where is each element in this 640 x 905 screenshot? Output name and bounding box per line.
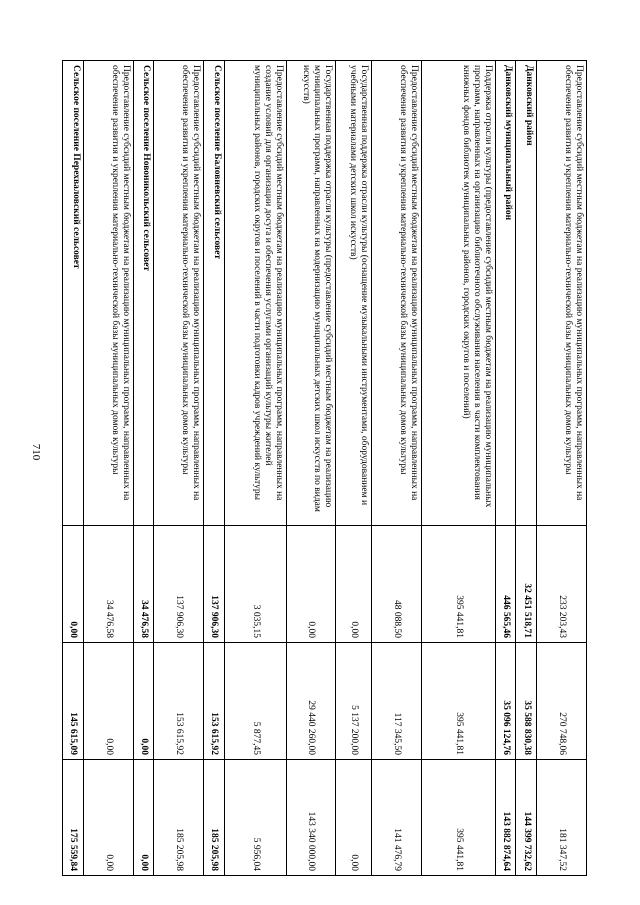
- row-name-cell: Сельское поселение Баловневский сельсовет: [204, 61, 225, 526]
- row-value-2-cell: 35 096 124,76: [495, 643, 516, 760]
- row-value-2-cell: 153 615,92: [204, 643, 225, 760]
- row-name-cell: Предоставление субсидий местным бюджетам на реализацию муниципальных программ, направленных на обеспечение развития и укрепления материально-технической базы муниципальных домов культуры: [372, 61, 422, 526]
- row-value-3-cell: 395 441,81: [422, 760, 496, 876]
- row-value-3-cell: 185 205,98: [204, 760, 225, 876]
- row-value-1-cell: 32 451 518,71: [516, 526, 537, 643]
- row-value-2-cell: 29 440 260,00: [286, 643, 336, 760]
- row-name-cell: Предоставление субсидий местным бюджетам на реализацию муниципальных программ, направленных на обеспечение развития и укрепления материально-технической базы муниципальных домов культуры: [154, 61, 204, 526]
- table-row: [133, 61, 154, 876]
- row-value-2-cell: 145 615,09: [63, 643, 84, 760]
- row-value-2-cell: 0,00: [83, 643, 133, 760]
- table-row: [372, 61, 422, 876]
- row-name-cell: Данковский муниципальный район: [495, 61, 516, 526]
- table-row: [83, 61, 133, 876]
- row-value-1-cell: 0,00: [336, 526, 372, 643]
- table-row: [537, 61, 587, 876]
- budget-table: [62, 60, 587, 876]
- row-value-3-cell: 143 340 000,00: [286, 760, 336, 876]
- budget-table-container: [62, 60, 587, 875]
- row-value-1-cell: 137 906,30: [154, 526, 204, 643]
- row-value-3-cell: 181 347,52: [537, 760, 587, 876]
- table-row: [154, 61, 204, 876]
- row-value-3-cell: 0,00: [133, 760, 154, 876]
- table-row: [204, 61, 225, 876]
- row-value-2-cell: 35 588 830,38: [516, 643, 537, 760]
- row-value-2-cell: 5 137 200,00: [336, 643, 372, 760]
- row-value-3-cell: 141 476,79: [372, 760, 422, 876]
- table-row: [495, 61, 516, 876]
- row-value-3-cell: 0,00: [336, 760, 372, 876]
- row-value-3-cell: 175 559,84: [63, 760, 84, 876]
- row-value-1-cell: 233 203,43: [537, 526, 587, 643]
- row-value-1-cell: 48 088,50: [372, 526, 422, 643]
- budget-table-body: [63, 61, 587, 876]
- table-row: [516, 61, 537, 876]
- table-row: [63, 61, 84, 876]
- row-value-3-cell: 143 882 874,64: [495, 760, 516, 876]
- table-row: [224, 61, 286, 876]
- row-value-2-cell: 270 748,06: [537, 643, 587, 760]
- row-name-cell: Государственная поддержка отрасли культуры (предоставление субсидий местным бюджетам на реализацию муниципальных программ, направленных на модернизацию муниципальных детских школ искусств по видам искусств): [286, 61, 336, 526]
- row-name-cell: Предоставление субсидий местным бюджетам на реализацию муниципальных программ, направленных на обеспечение развития и укрепления материально-технической базы муниципальных домов культуры: [83, 61, 133, 526]
- row-value-3-cell: 144 399 732,62: [516, 760, 537, 876]
- table-row: [286, 61, 336, 876]
- row-value-2-cell: 0,00: [133, 643, 154, 760]
- row-value-1-cell: 446 565,46: [495, 526, 516, 643]
- row-value-2-cell: 395 441,81: [422, 643, 496, 760]
- row-value-2-cell: 153 615,92: [154, 643, 204, 760]
- row-value-1-cell: 0,00: [286, 526, 336, 643]
- page-number: 710: [30, 443, 42, 461]
- row-value-1-cell: 395 441,81: [422, 526, 496, 643]
- row-name-cell: Предоставление субсидий местным бюджетам на реализацию муниципальных программ, направленных на обеспечение развития и укрепления материально-технической базы муниципальных домов культуры: [537, 61, 587, 526]
- table-row: [336, 61, 372, 876]
- row-value-3-cell: 5 956,04: [224, 760, 286, 876]
- row-name-cell: Данковский район: [516, 61, 537, 526]
- row-value-2-cell: 117 345,50: [372, 643, 422, 760]
- row-value-2-cell: 5 877,45: [224, 643, 286, 760]
- row-value-3-cell: 185 205,98: [154, 760, 204, 876]
- row-name-cell: Сельское поселение Новоникольский сельсовет: [133, 61, 154, 526]
- row-name-cell: Государственная поддержка отрасли культуры (оснащение музыкальными инструментами, оборудованием и учебными материалами детских школ искусств): [336, 61, 372, 526]
- row-name-cell: Поддержка отрасли культуры (предоставление субсидий местным бюджетам на реализацию муниципальных программ, направленных на организацию библиотечного обслуживания населения в части комплектования книжных фондов библиотек муниципальных районов, городских округов и поселений): [422, 61, 496, 526]
- row-value-1-cell: 137 906,30: [204, 526, 225, 643]
- row-value-1-cell: 0,00: [63, 526, 84, 643]
- table-row: [422, 61, 496, 876]
- row-value-1-cell: 34 476,58: [133, 526, 154, 643]
- row-value-1-cell: 3 035,15: [224, 526, 286, 643]
- row-value-1-cell: 34 476,58: [83, 526, 133, 643]
- row-name-cell: Сельское поселение Перехваловский сельсовет: [63, 61, 84, 526]
- row-name-cell: Предоставление субсидий местным бюджетам на реализацию муниципальных программ, направленных на создание условий для организации досуга и обеспечения услугами организаций культуры жителей муниципальных районов, городских округов и поселений в части подготовки кадров учреждений культуры: [224, 61, 286, 526]
- row-value-3-cell: 0,00: [83, 760, 133, 876]
